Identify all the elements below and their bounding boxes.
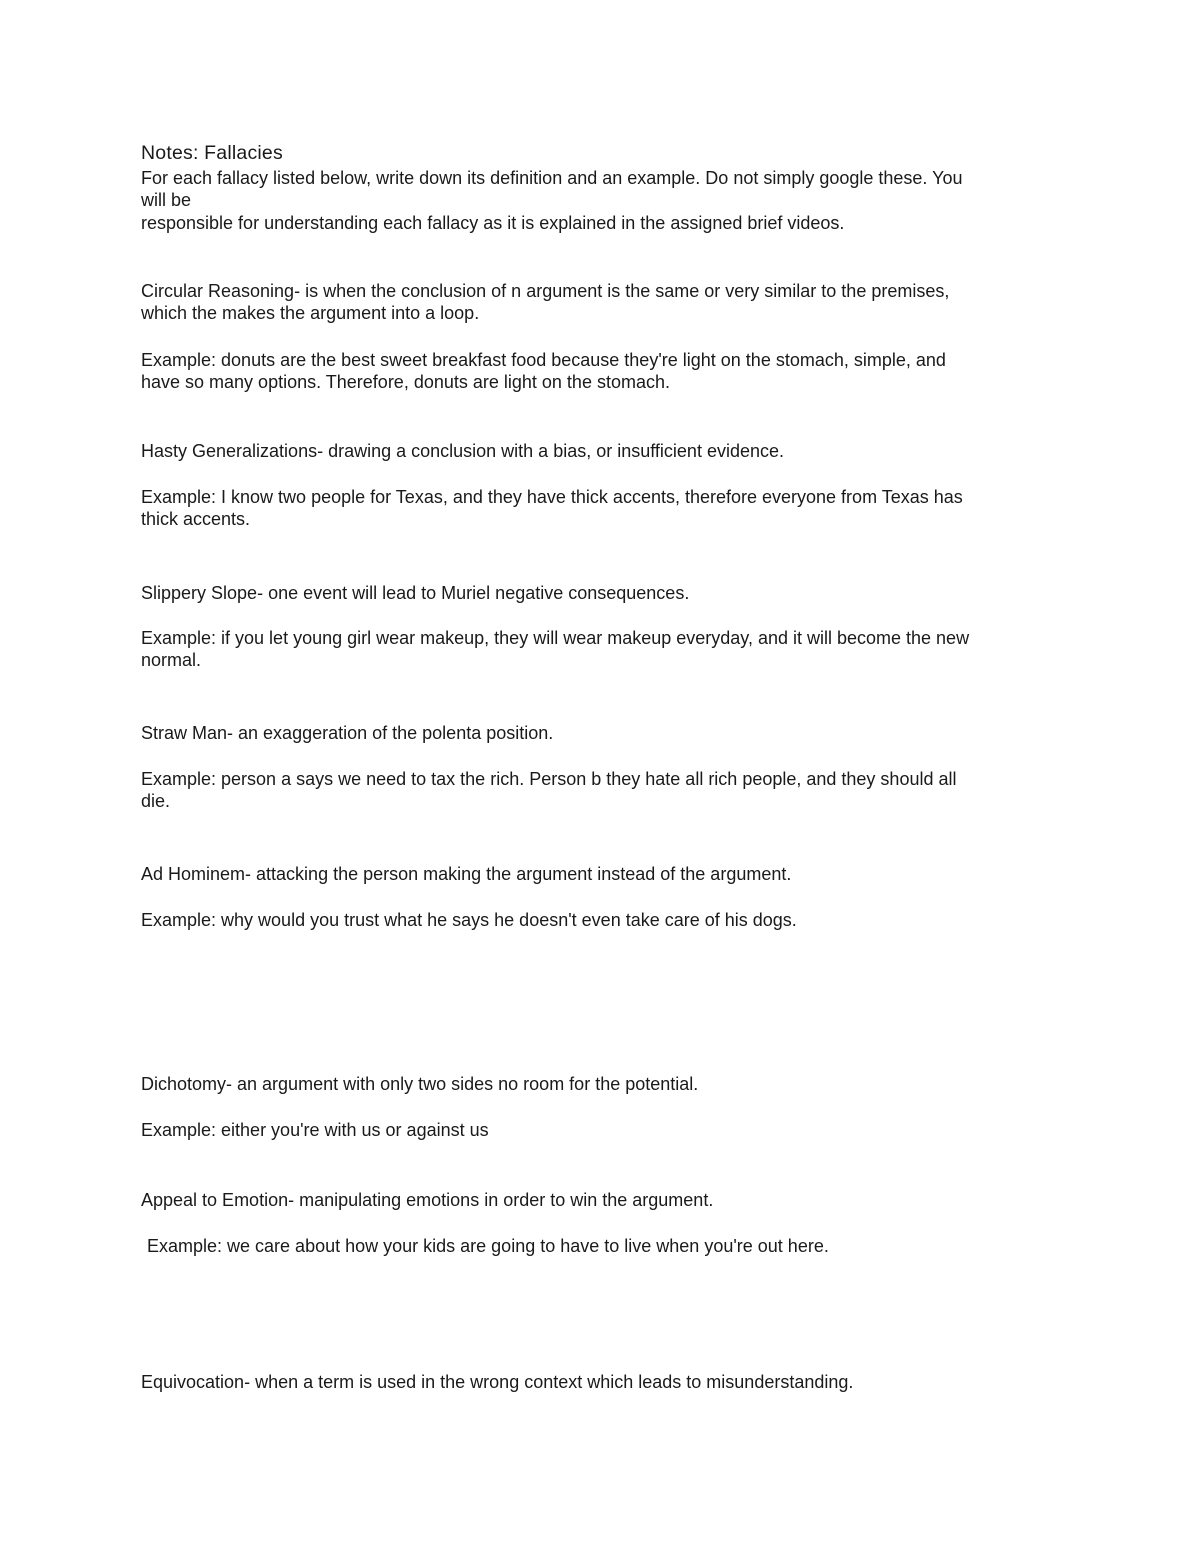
fallacy-definition-circular-reasoning: which the makes the argument into a loop.: [141, 303, 480, 323]
fallacy-definition-straw-man: Straw Man- an exaggeration of the polenta position.: [141, 723, 554, 743]
fallacy-example-circular-reasoning: have so many options. Therefore, donuts are light on the stomach.: [141, 372, 670, 392]
fallacy-definition-equivocation: Equivocation- when a term is used in the wrong context which leads to misunderstanding.: [141, 1372, 854, 1392]
fallacy-definition-slippery-slope: Slippery Slope- one event will lead to Muriel negative consequences.: [141, 583, 690, 603]
fallacy-example-appeal-to-emotion: Example: we care about how your kids are going to have to live when you're out here.: [147, 1236, 829, 1256]
fallacy-definition-appeal-to-emotion: Appeal to Emotion- manipulating emotions in order to win the argument.: [141, 1190, 714, 1210]
fallacy-example-hasty-generalizations: thick accents.: [141, 509, 251, 529]
fallacy-definition-dichotomy: Dichotomy- an argument with only two sides no room for the potential.: [141, 1074, 699, 1094]
fallacy-definition-circular-reasoning: Circular Reasoning- is when the conclusion of n argument is the same or very similar to the premises,: [141, 281, 950, 301]
fallacy-example-slippery-slope: normal.: [141, 650, 202, 670]
fallacy-example-straw-man: die.: [141, 791, 171, 811]
intro-line: For each fallacy listed below, write down its definition and an example. Do not simply google these. You: [141, 168, 963, 188]
intro-line: responsible for understanding each fallacy as it is explained in the assigned brief videos.: [141, 213, 845, 233]
fallacy-example-hasty-generalizations: Example: I know two people for Texas, and they have thick accents, therefore everyone from Texas has: [141, 487, 963, 507]
fallacy-example-slippery-slope: Example: if you let young girl wear makeup, they will wear makeup everyday, and it will become the new: [141, 628, 970, 648]
intro-line: will be: [141, 190, 192, 210]
fallacy-definition-ad-hominem: Ad Hominem- attacking the person making the argument instead of the argument.: [141, 864, 792, 884]
fallacy-example-circular-reasoning: Example: donuts are the best sweet breakfast food because they're light on the stomach, simple, and: [141, 350, 946, 370]
fallacy-definition-hasty-generalizations: Hasty Generalizations- drawing a conclusion with a bias, or insufficient evidence.: [141, 441, 784, 461]
fallacy-example-ad-hominem: Example: why would you trust what he says he doesn't even take care of his dogs.: [141, 910, 797, 930]
fallacy-example-dichotomy: Example: either you're with us or against us: [141, 1120, 489, 1140]
fallacy-example-straw-man: Example: person a says we need to tax the rich. Person b they hate all rich people, and they should all: [141, 769, 957, 789]
page-title: Notes: Fallacies: [141, 142, 283, 164]
